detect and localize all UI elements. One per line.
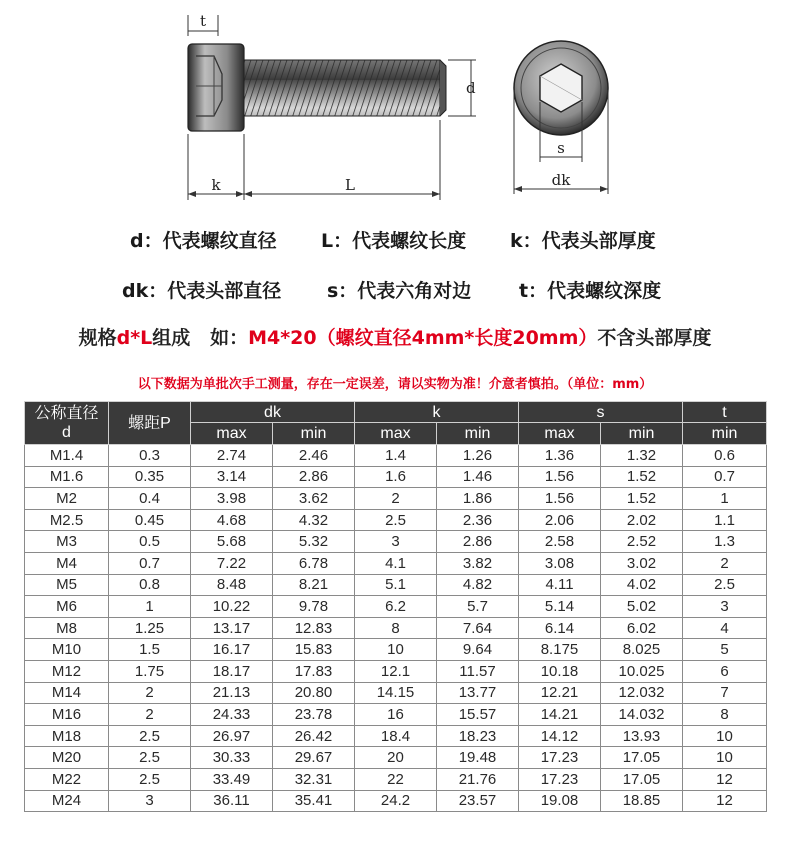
cell-p: 0.7 [109,552,191,574]
cell-s-min: 14.032 [601,704,683,726]
label-d: d [466,79,476,97]
table-row [25,704,767,726]
cell-k-max: 2 [355,488,437,510]
cell-p: 1.75 [109,660,191,682]
cell-k-max: 1.4 [355,445,437,467]
cell-dk-min: 32.31 [273,768,355,790]
cell-k-min: 19.48 [437,747,519,769]
cell-dk-max: 3.98 [191,488,273,510]
cell-k-max: 1.6 [355,466,437,488]
cell-k-min: 9.64 [437,639,519,661]
cell-dk-max: 36.11 [191,790,273,812]
cell-dk-min: 8.21 [273,574,355,596]
cell-k-max: 6.2 [355,596,437,618]
cell-s-max: 19.08 [519,790,601,812]
cell-dk-max: 8.48 [191,574,273,596]
cell-k-max: 12.1 [355,660,437,682]
cell-s-min: 10.025 [601,660,683,682]
table-row [25,660,767,682]
cell-p: 0.45 [109,509,191,531]
dim-t [188,12,218,36]
measurement-note: 以下数据为单批次手工测量，存在一定误差，请以实物为准！介意者慎拍。（单位：mm） [137,377,653,392]
cell-dk-min: 26.42 [273,725,355,747]
spec-example: M4*20（螺纹直径4mm*长度20mm） [248,327,598,349]
cell-t-min: 4 [683,617,767,639]
cell-k-min: 15.57 [437,704,519,726]
table-row [25,466,767,488]
legend-d: d：代表螺纹直径 [130,230,277,252]
cell-dk-min: 20.80 [273,682,355,704]
cell-s-max: 1.56 [519,466,601,488]
cell-t-min: 1.1 [683,509,767,531]
cell-dk-max: 7.22 [191,552,273,574]
cell-dk-max: 2.74 [191,445,273,467]
cell-s-max: 5.14 [519,596,601,618]
cell-d: M18 [25,725,109,747]
cell-s-min: 5.02 [601,596,683,618]
cell-dk-max: 5.68 [191,531,273,553]
table-row [25,725,767,747]
cell-dk-max: 21.13 [191,682,273,704]
cell-p: 1 [109,596,191,618]
table-row [25,552,767,574]
cell-k-max: 20 [355,747,437,769]
cell-t-min: 5 [683,639,767,661]
cell-d: M5 [25,574,109,596]
cell-dk-max: 3.14 [191,466,273,488]
spec-suffix: 不含头部厚度 [597,327,712,349]
cell-dk-min: 23.78 [273,704,355,726]
cell-dk-max: 16.17 [191,639,273,661]
cell-p: 2.5 [109,747,191,769]
legend-L: L：代表螺纹长度 [321,230,467,252]
cell-k-min: 4.82 [437,574,519,596]
header-dk-max: max [191,423,273,445]
table-row [25,790,767,812]
cell-t-min: 2.5 [683,574,767,596]
label-L: L [345,176,355,194]
cell-dk-min: 6.78 [273,552,355,574]
cell-s-min: 12.032 [601,682,683,704]
cell-k-max: 3 [355,531,437,553]
cell-k-max: 5.1 [355,574,437,596]
cell-t-min: 12 [683,768,767,790]
cell-s-min: 1.52 [601,488,683,510]
cell-p: 2 [109,704,191,726]
cell-k-min: 1.26 [437,445,519,467]
cell-s-max: 14.21 [519,704,601,726]
cell-t-min: 1 [683,488,767,510]
table-row [25,574,767,596]
cell-p: 0.5 [109,531,191,553]
cell-s-max: 1.36 [519,445,601,467]
cell-d: M4 [25,552,109,574]
cell-k-min: 2.86 [437,531,519,553]
header-t-min: min [683,423,767,445]
cell-s-max: 12.21 [519,682,601,704]
cell-k-min: 1.46 [437,466,519,488]
cell-t-min: 8 [683,704,767,726]
screw-diagram [0,0,790,210]
cell-k-max: 8 [355,617,437,639]
cell-p: 0.3 [109,445,191,467]
cell-p: 0.8 [109,574,191,596]
cell-t-min: 3 [683,596,767,618]
cell-k-min: 11.57 [437,660,519,682]
spec-prefix: 规格 [78,327,117,349]
cell-p: 1.5 [109,639,191,661]
cell-k-min: 1.86 [437,488,519,510]
spec-line [0,323,790,350]
cell-k-min: 7.64 [437,617,519,639]
cell-s-max: 14.12 [519,725,601,747]
cell-k-min: 3.82 [437,552,519,574]
cell-dk-min: 12.83 [273,617,355,639]
cell-d: M1.6 [25,466,109,488]
screw-head [188,44,244,131]
cell-s-max: 17.23 [519,768,601,790]
spec-formula: d*L [116,327,153,349]
cell-d: M14 [25,682,109,704]
label-s: s [557,139,565,157]
cell-dk-min: 5.32 [273,531,355,553]
cell-d: M2 [25,488,109,510]
cell-k-max: 24.2 [355,790,437,812]
cell-t-min: 0.7 [683,466,767,488]
cell-t-min: 10 [683,747,767,769]
legend-t: t：代表螺纹深度 [519,280,662,302]
cell-s-max: 2.06 [519,509,601,531]
table-row [25,639,767,661]
cell-k-min: 18.23 [437,725,519,747]
spec-table [24,401,767,812]
header-s: s [519,402,683,423]
label-dk: dk [551,171,571,189]
cell-dk-max: 10.22 [191,596,273,618]
cell-s-max: 6.14 [519,617,601,639]
header-t: t [683,402,767,423]
cell-s-min: 4.02 [601,574,683,596]
dim-k-L [188,120,440,200]
header-s-min: min [601,423,683,445]
header-d-line2: d [62,424,71,441]
cell-k-min: 23.57 [437,790,519,812]
cell-t-min: 1.3 [683,531,767,553]
cell-p: 3 [109,790,191,812]
cell-d: M1.4 [25,445,109,467]
header-dk-min: min [273,423,355,445]
cell-k-max: 4.1 [355,552,437,574]
cell-t-min: 0.6 [683,445,767,467]
cell-k-min: 2.36 [437,509,519,531]
cell-s-min: 13.93 [601,725,683,747]
table-row [25,617,767,639]
cell-t-min: 6 [683,660,767,682]
cell-p: 2.5 [109,768,191,790]
cell-dk-max: 30.33 [191,747,273,769]
cell-s-max: 10.18 [519,660,601,682]
header-k-min: min [437,423,519,445]
cell-s-max: 4.11 [519,574,601,596]
cell-s-min: 8.025 [601,639,683,661]
cell-t-min: 10 [683,725,767,747]
cell-s-min: 18.85 [601,790,683,812]
screw-thread [244,60,440,116]
cell-k-min: 5.7 [437,596,519,618]
table-row [25,596,767,618]
cell-s-max: 1.56 [519,488,601,510]
table-row [25,682,767,704]
header-nominal-diameter [25,402,109,445]
table-header-row-1 [25,402,767,423]
cell-dk-min: 2.46 [273,445,355,467]
header-pitch: 螺距P [109,402,191,445]
cell-p: 1.25 [109,617,191,639]
header-s-max: max [519,423,601,445]
cell-s-min: 1.52 [601,466,683,488]
cell-dk-max: 13.17 [191,617,273,639]
cell-p: 0.35 [109,466,191,488]
legend-k: k：代表头部厚度 [510,230,656,252]
cell-dk-max: 26.97 [191,725,273,747]
cell-dk-max: 4.68 [191,509,273,531]
cell-d: M8 [25,617,109,639]
cell-dk-max: 24.33 [191,704,273,726]
cell-k-max: 18.4 [355,725,437,747]
cell-d: M3 [25,531,109,553]
cell-d: M16 [25,704,109,726]
cell-s-min: 6.02 [601,617,683,639]
table-row [25,747,767,769]
cell-dk-min: 29.67 [273,747,355,769]
dim-d [448,60,476,116]
label-k: k [211,176,221,194]
cell-s-max: 3.08 [519,552,601,574]
cell-s-min: 3.02 [601,552,683,574]
cell-d: M12 [25,660,109,682]
table-body [25,445,767,812]
cell-d: M22 [25,768,109,790]
spec-middle: 组成 如： [152,327,249,349]
label-t: t [199,12,207,30]
cell-dk-max: 33.49 [191,768,273,790]
cell-d: M2.5 [25,509,109,531]
cell-d: M6 [25,596,109,618]
cell-dk-min: 9.78 [273,596,355,618]
header-dk: dk [191,402,355,423]
cell-t-min: 2 [683,552,767,574]
cell-dk-min: 3.62 [273,488,355,510]
cell-dk-min: 17.83 [273,660,355,682]
cell-dk-min: 35.41 [273,790,355,812]
cell-k-min: 21.76 [437,768,519,790]
legend-s: s：代表六角对边 [327,280,472,302]
cell-s-min: 2.02 [601,509,683,531]
head-end-view [514,41,608,135]
cell-s-min: 17.05 [601,768,683,790]
cell-dk-max: 18.17 [191,660,273,682]
table-row [25,768,767,790]
cell-p: 0.4 [109,488,191,510]
cell-p: 2 [109,682,191,704]
cell-d: M10 [25,639,109,661]
cell-t-min: 12 [683,790,767,812]
header-k-max: max [355,423,437,445]
cell-s-min: 1.32 [601,445,683,467]
table-row [25,445,767,467]
cell-d: M24 [25,790,109,812]
cell-k-max: 14.15 [355,682,437,704]
cell-k-max: 22 [355,768,437,790]
header-k: k [355,402,519,423]
cell-t-min: 7 [683,682,767,704]
cell-s-max: 2.58 [519,531,601,553]
cell-dk-min: 2.86 [273,466,355,488]
cell-dk-min: 15.83 [273,639,355,661]
header-d-line1: 公称直径 [34,405,99,422]
cell-k-max: 2.5 [355,509,437,531]
table-row [25,531,767,553]
legend-dk: dk：代表头部直径 [122,280,282,302]
cell-d: M20 [25,747,109,769]
cell-k-min: 13.77 [437,682,519,704]
table-row [25,509,767,531]
cell-s-max: 17.23 [519,747,601,769]
cell-s-min: 17.05 [601,747,683,769]
cell-p: 2.5 [109,725,191,747]
table-row [25,488,767,510]
cell-k-max: 10 [355,639,437,661]
cell-k-max: 16 [355,704,437,726]
cell-dk-min: 4.32 [273,509,355,531]
cell-s-max: 8.175 [519,639,601,661]
cell-s-min: 2.52 [601,531,683,553]
